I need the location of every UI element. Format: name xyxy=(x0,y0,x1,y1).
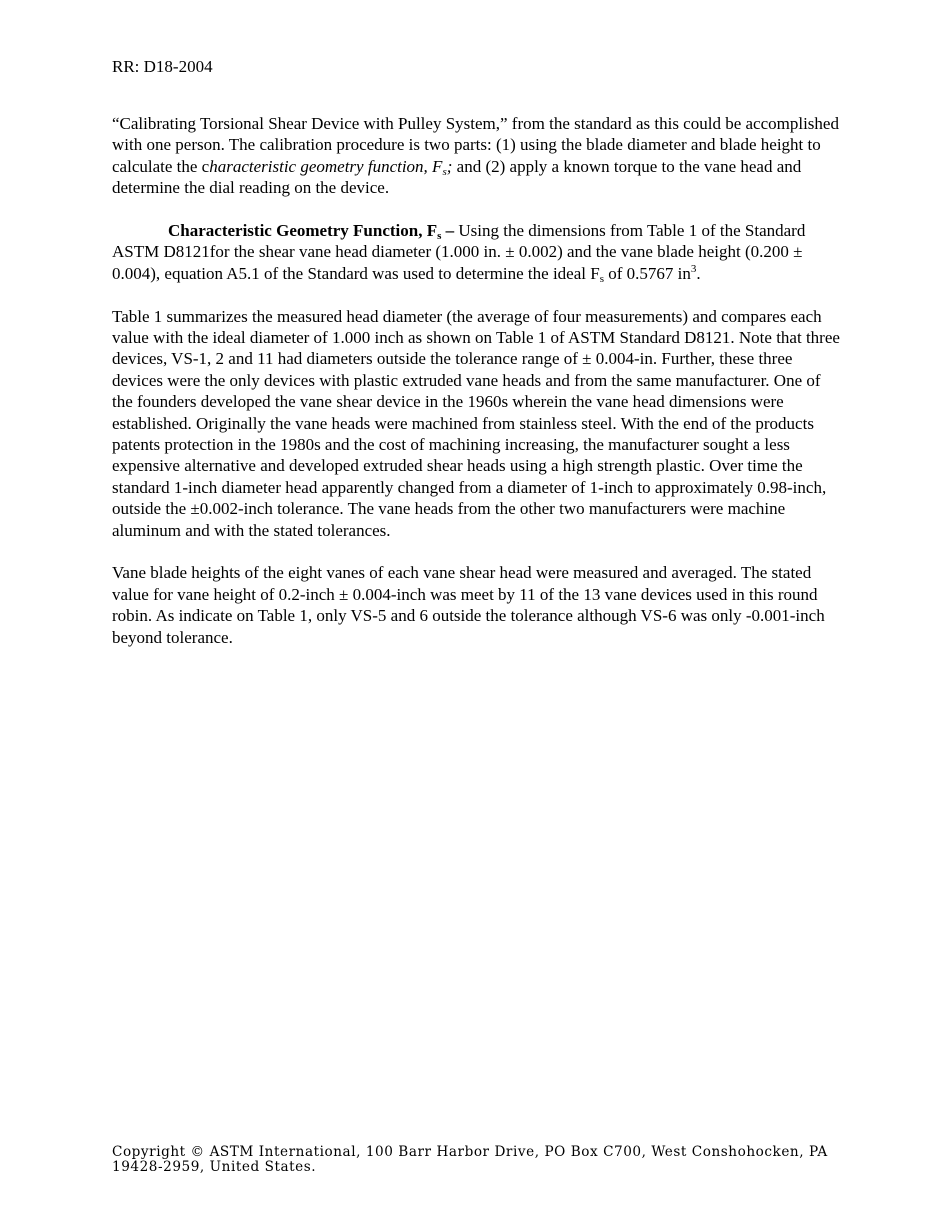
report-number-header: RR: D18-2004 xyxy=(112,57,213,76)
subscript: s xyxy=(599,272,604,285)
subscript: s xyxy=(442,165,447,178)
paragraph-blade-heights: Vane blade heights of the eight vanes of each vane shear head were measured and averaged. The stated value for vane height of 0.2-inch ± 0.004-inch was meet by 11 of the 13 vane devices used in this round robin. As indicate on Table 1, only VS-5 and 6 outside the tolerance although VS-6 was only -0.001-inch beyond tolerance. xyxy=(112,563,825,647)
paragraph-text: and (2) apply a known torque to the vane head and determine the dial reading on the device. xyxy=(112,156,802,198)
italic-term: haracteristic geometry function, $F_s$; xyxy=(209,156,453,178)
paragraph-text: Using the dimensions from Table 1 of the Standard ASTM D8121for the shear vane head diameter (1.000 in. ± 0.002) and the vane blade height (0.200 ± 0.004), equation A5.1 of the Standard was used to determine the ideal F xyxy=(112,221,806,283)
paragraph-calibration-procedure xyxy=(112,113,842,199)
paragraph-geometry-function xyxy=(112,220,842,284)
copyright-footer: Copyright © ASTM International, 100 Barr Harbor Drive, PO Box C700, West Conshohocken, PA 19428-2959, United States. xyxy=(112,1144,828,1175)
subscript: s xyxy=(437,230,442,243)
paragraph-head-diameter: Table 1 summarizes the measured head diameter (the average of four measurements) and compares each value with the ideal diameter of 1.000 inch as shown on Table 1 of ASTM Standard D8121. Note that three devices, VS-1, 2 and 11 had diameters outside the tolerance range of ± 0.004-in. Further, these three devices were the only devices with plastic extruded vane heads and from the same manufacturer. One of the founders developed the vane shear device in the 1960s wherein the vane head dimensions were established. Originally the vane heads were machined from stainless steel. With the end of the products patents protection in the 1980s and the cost of machining increasing, the manufacturer sought a less expensive alternative and developed extruded shear heads using a high strength plastic. Over time the standard 1-inch diameter head apparently changed from a diameter of 1-inch to approximately 0.98-inch, outside the ±0.002-inch tolerance. The vane heads from the other two manufacturers were machine aluminum and with the stated tolerances. xyxy=(112,306,840,540)
paragraph-text: . xyxy=(696,263,701,283)
section-heading: Characteristic Geometry Function, $F_s$ – xyxy=(168,221,455,243)
document-body xyxy=(112,113,842,670)
superscript: 3 xyxy=(690,262,697,275)
paragraph-text: “Calibrating Torsional Shear Device with Pulley System,” from the standard as this could be accomplished with one person. The calibration procedure is two parts: (1) using the blade diameter and blade height to calculate the c xyxy=(112,114,839,176)
paragraph-text: of 0.5767 in xyxy=(603,263,691,283)
